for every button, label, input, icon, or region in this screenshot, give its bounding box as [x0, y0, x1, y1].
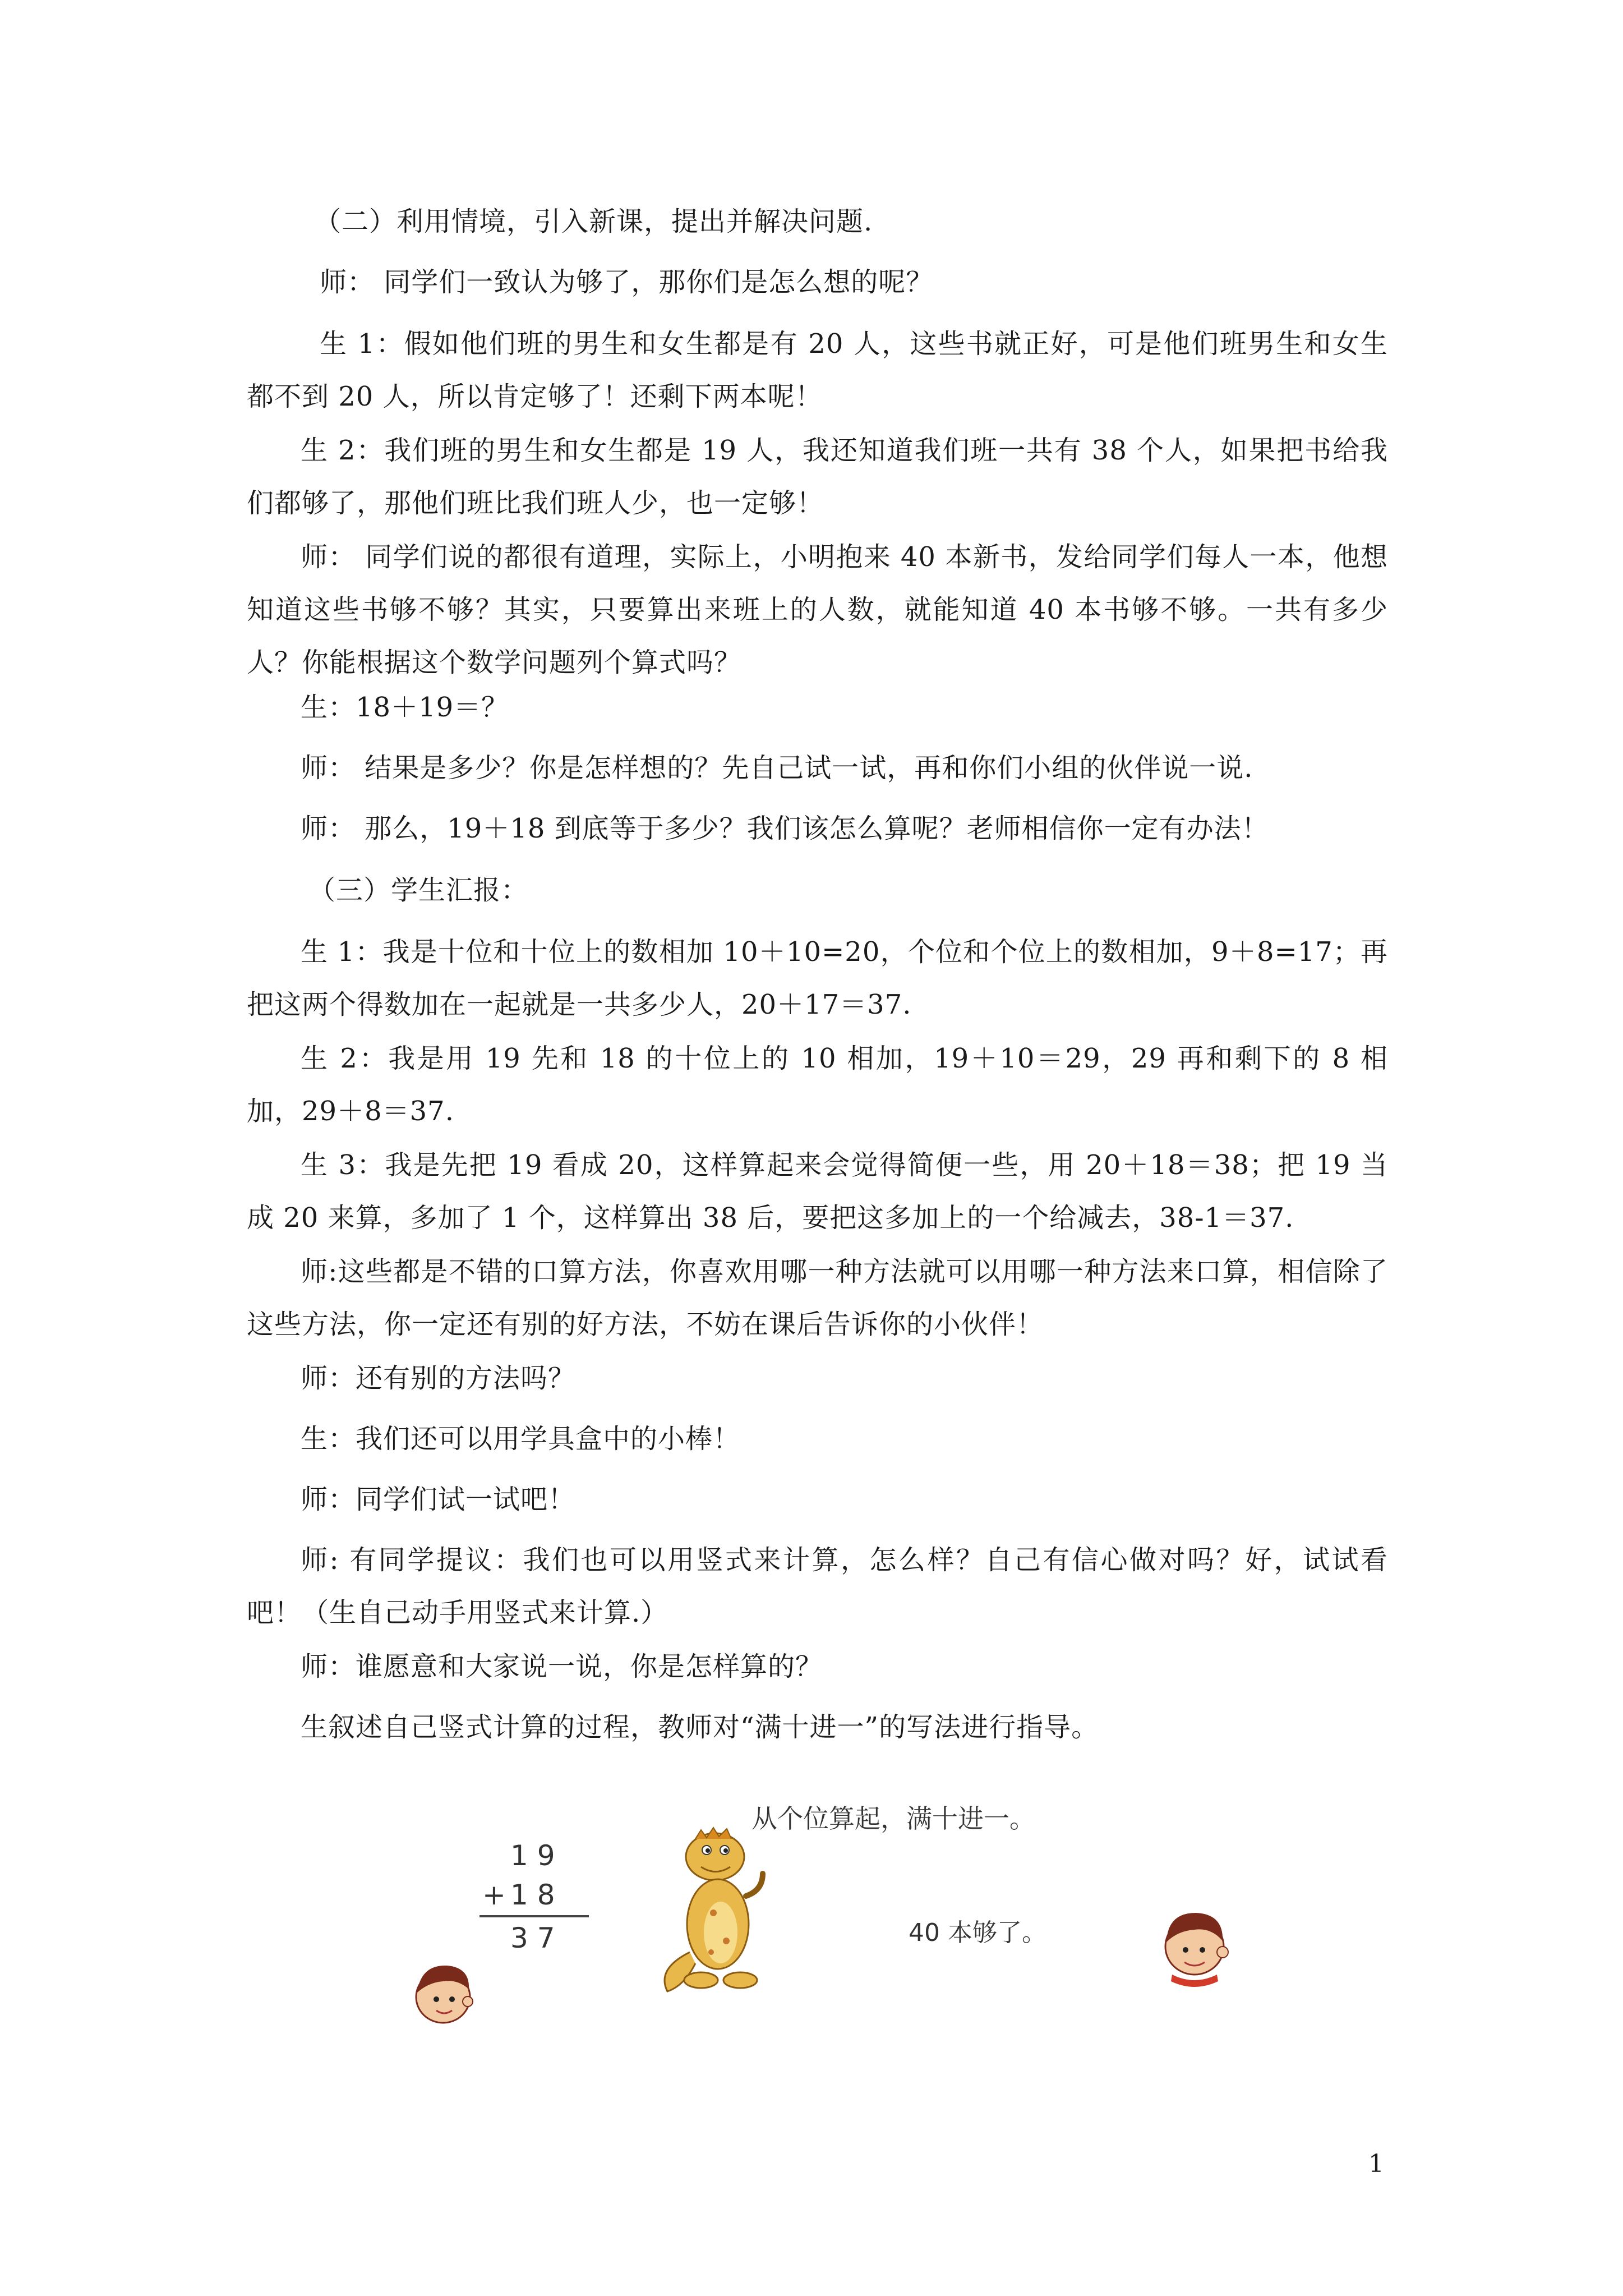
dialogue-paragraph: 师：还有别的方法吗？: [301, 1363, 576, 1394]
dialogue-paragraph: 师：同学们试一试吧！: [301, 1484, 576, 1515]
dialogue-paragraph: 生 2：我是用 19 先和 18 的十位上的 10 相加，19＋10＝29，29 再和剩下的 8 相加，29＋8＝37.: [247, 1043, 1388, 1127]
speech-enough-books: 40 本够了。: [909, 1918, 1046, 1947]
dialogue-paragraph: 生：18＋19＝？: [301, 692, 509, 723]
speech-carry-rule: 从个位算起，满十进一。: [751, 1803, 1035, 1834]
boy-head-right: [1165, 1913, 1228, 1987]
dialogue-paragraph: 生 1：假如他们班的男生和女生都是有 20 人，这些书就正好，可是他们班男生和女生都不到 20 人，所以肯定够了！还剩下两本呢！: [247, 328, 1388, 412]
sum-result: 3 7: [510, 1922, 555, 1954]
dialogue-paragraph: 师： 结果是多少？你是怎样想的？先自己试一试，再和你们小组的伙伴说一说.: [301, 752, 1253, 784]
dialogue-paragraph: 师： 那么，19＋18 到底等于多少？我们该怎么算呢？老师相信你一定有办法！: [301, 813, 1269, 844]
dialogue-paragraph: 生 1：我是十位和十位上的数相加 10＋10=20，个位和个位上的数相加，9＋8=17；再把这两个得数加在一起就是一共多少人，20＋17＝37.: [247, 936, 1388, 1020]
dialogue-paragraph: 师： 同学们一致认为够了，那你们是怎么想的呢？: [320, 266, 934, 298]
dialogue-paragraph: 生 2：我们班的男生和女生都是 19 人，我还知道我们班一共有 38 个人，如果把书给我们都够了，那他们班比我们班人少，也一定够！: [247, 435, 1388, 519]
addend-bottom: 1 8: [510, 1879, 555, 1911]
section-heading-3: （三）学生汇报：: [308, 875, 529, 906]
dialogue-paragraph: 师：谁愿意和大家说一说，你是怎样算的？: [301, 1651, 823, 1682]
dialogue-paragraph: 生：我们还可以用学具盒中的小棒！: [301, 1423, 741, 1455]
section-heading-2: （二）利用情境，引入新课，提出并解决问题.: [314, 206, 873, 237]
plus-sign: +: [482, 1879, 506, 1911]
dialogue-paragraph: 师:这些都是不错的口算方法，你喜欢用哪一种方法就可以用哪一种方法来口算，相信除了这些方法，你一定还有别的好方法，不妨在课后告诉你的小伙伴！: [247, 1256, 1388, 1340]
dialogue-paragraph: 生叙述自己竖式计算的过程，教师对“满十进一”的写法进行指导。: [301, 1711, 1099, 1743]
vertical-addition: [479, 1839, 589, 1954]
boy-head-left: [416, 1966, 473, 2023]
addend-top: 1 9: [510, 1839, 555, 1872]
dialogue-paragraph: 师： 同学们说的都很有道理，实际上，小明抱来 40 本新书，发给同学们每人一本，他想知道这些书够不够？其实，只要算出来班上的人数，就能知道 40 本书够不够。一共有多少人？你能根据这个数学问题列个算式吗？: [247, 541, 1388, 678]
dinosaur-mascot: [665, 1828, 763, 1991]
dialogue-paragraph: 生 3：我是先把 19 看成 20，这样算起来会觉得简便一些，用 20＋18＝38；把 19 当成 20 来算，多加了 1 个，这样算出 38 后，要把这多加上的一个给减去，38-1＝37.: [247, 1149, 1388, 1234]
dialogue-paragraph: 师: 有同学提议：我们也可以用竖式来计算，怎么样？自己有信心做对吗？好，试试看吧！（生自己动手用竖式来计算.）: [247, 1544, 1388, 1628]
textbook-illustration: [404, 1784, 1279, 2036]
page-number: 1: [1368, 2150, 1384, 2178]
